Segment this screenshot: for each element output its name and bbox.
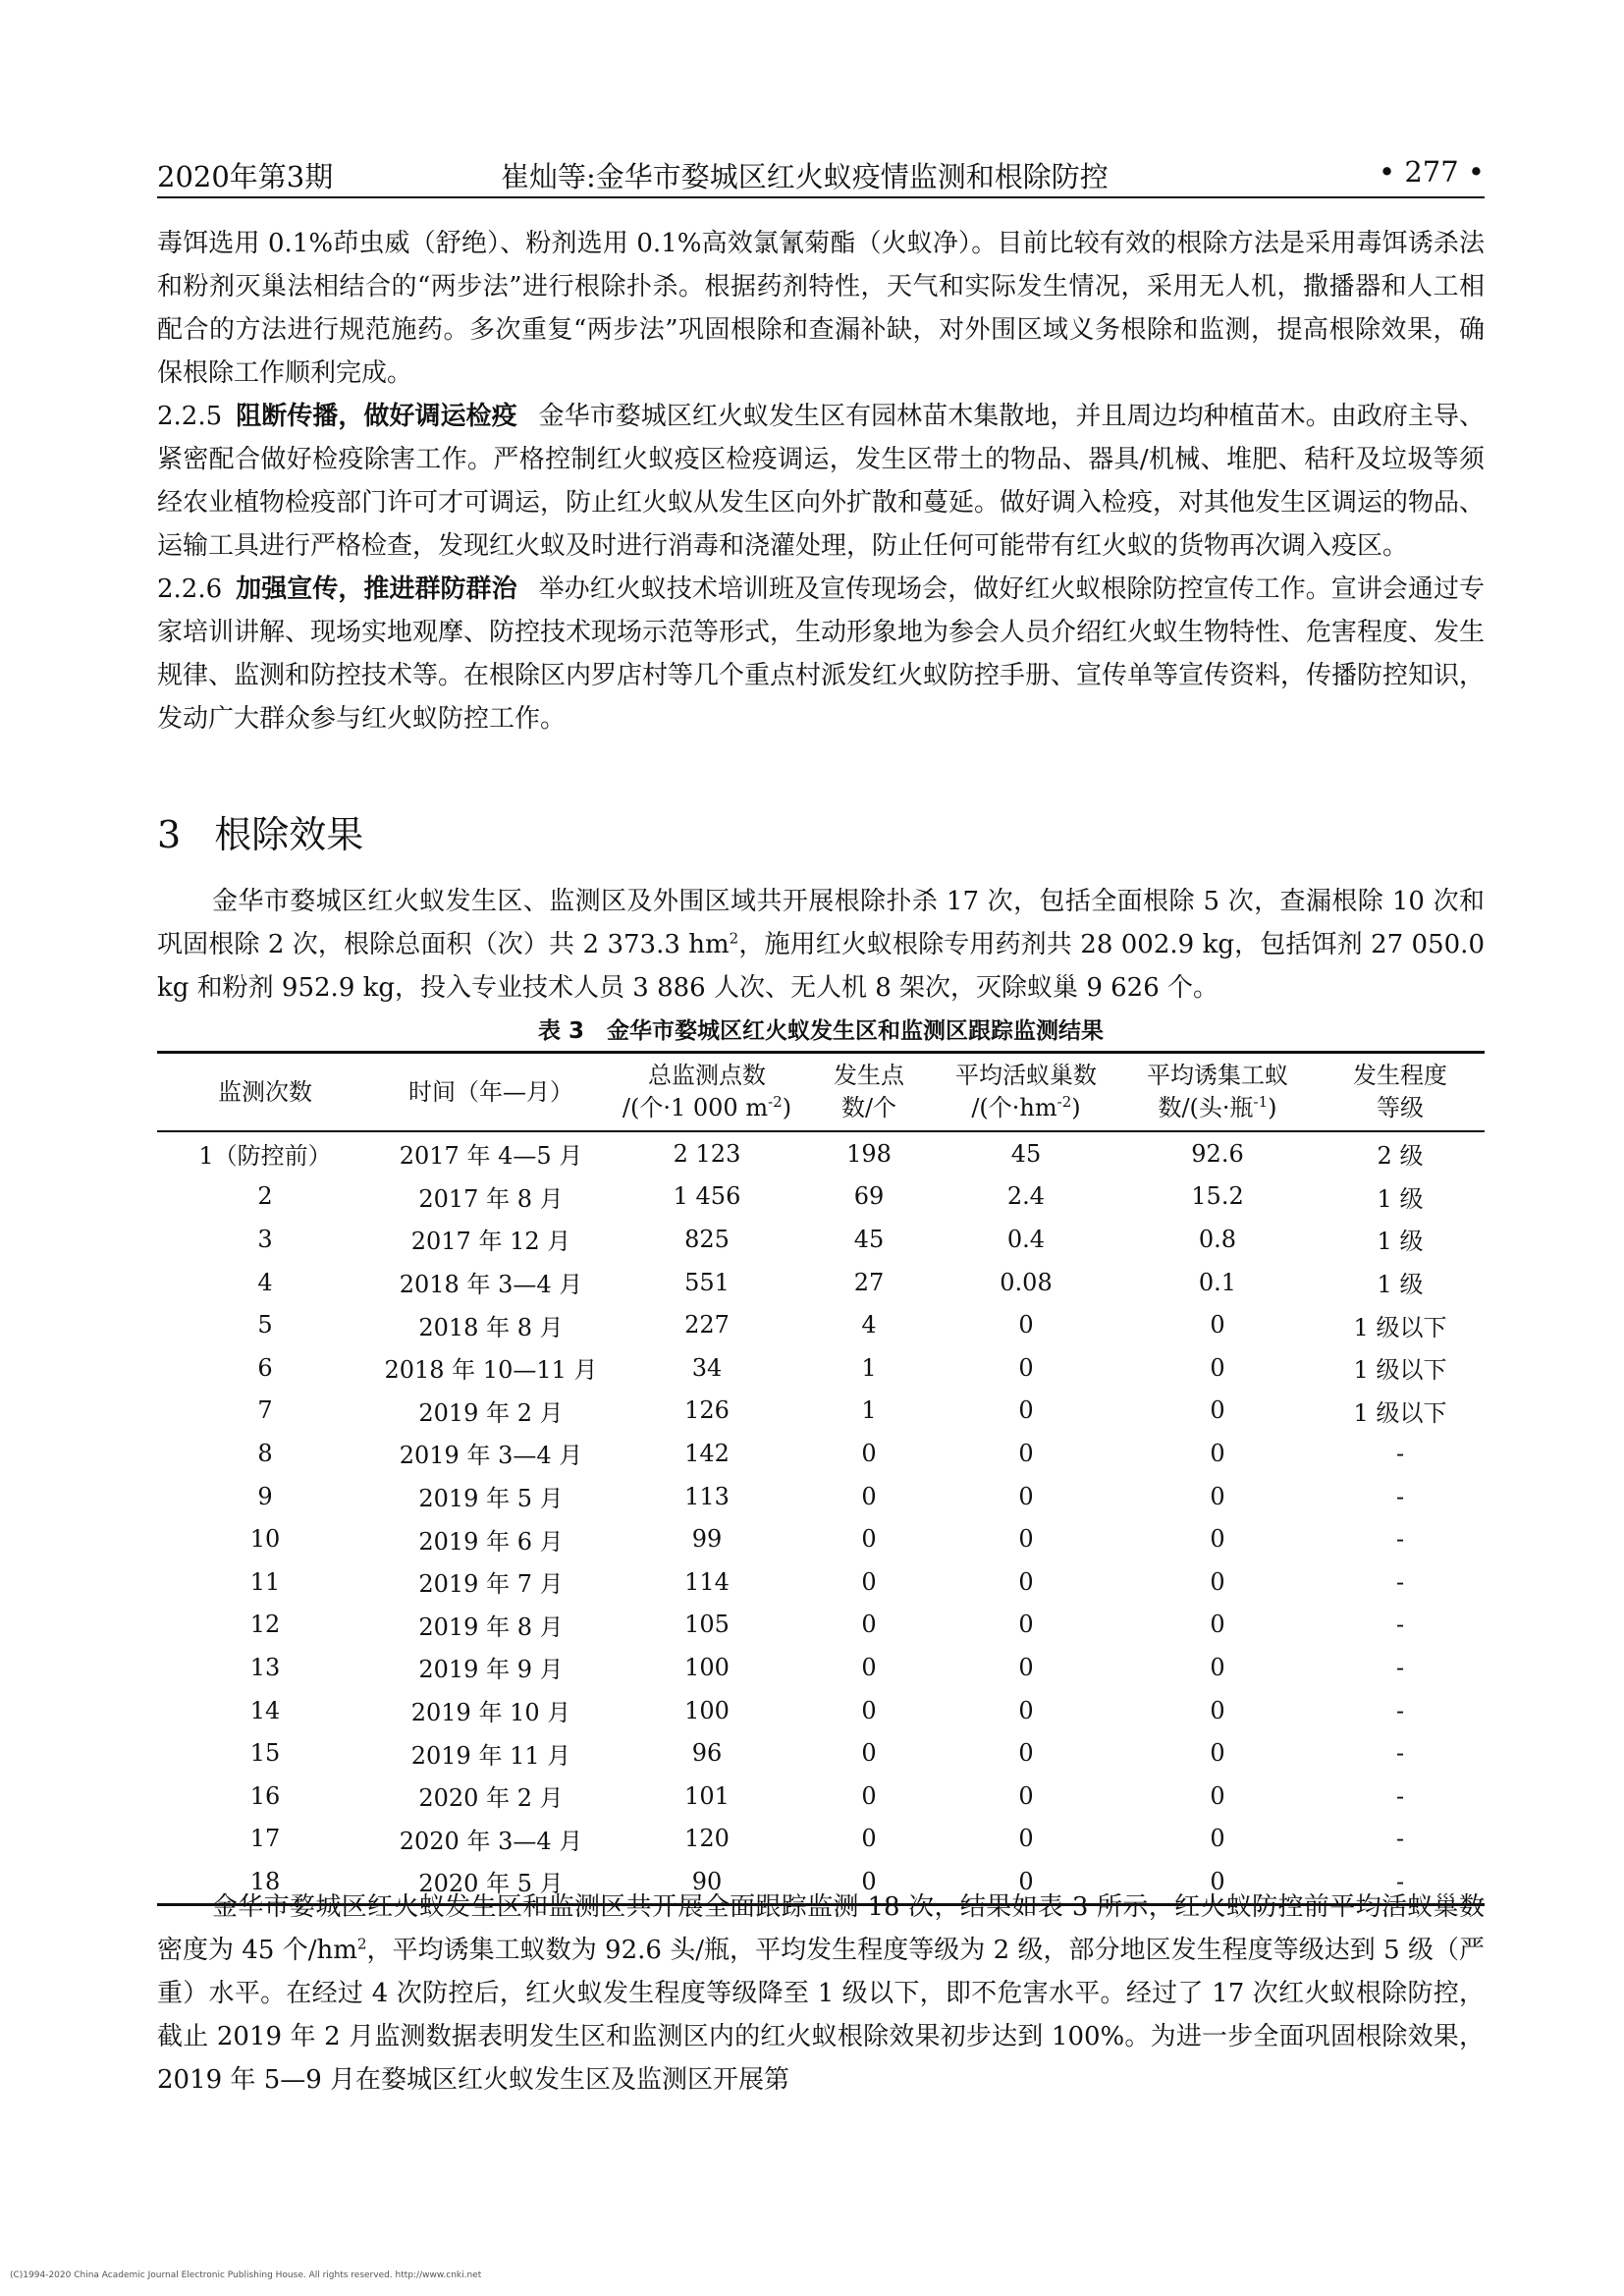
table-cell: - [1395, 1525, 1405, 1554]
table-cell: 27 [853, 1268, 885, 1296]
table-cell: 0 [1018, 1696, 1034, 1724]
table-row [157, 1346, 1485, 1390]
table-cell: - [1395, 1696, 1405, 1724]
table-cell: 126 [684, 1396, 730, 1425]
paragraph-monitoring: 金华市婺城区红火蚁发生区和监测区共开展全面跟踪监测 18 次，结果如表 3 所示，红火蚁防控前平均活蚁巢数密度为 45 个$/hm^2$，平均诱集工蚁数为 92.6 头/瓶，平均发生程度等级为 2 级，部分地区发生程度等级达到 5 级（严重）水平。在经过 4 次防控后，红火蚁发生程度等级降至 1 级以下，即不危害水平。经过了 17 次红火蚁根除防控，截止 2019 年 2 月监测数据表明发生区和监测区内的红火蚁根除效果初步达到 100%。为进一步全面巩固根除效果，2019 年 5—9 月在婺城区红火蚁发生区及监测区开展第 [157, 1892, 1485, 2095]
table-row [157, 1517, 1485, 1560]
table-cell: 2 [257, 1182, 273, 1211]
table-cell: 0 [861, 1439, 877, 1467]
table-cell: 0 [861, 1653, 877, 1681]
table-row [157, 1432, 1485, 1475]
table-cell: 0.8 [1198, 1225, 1237, 1253]
table-cell: 0 [861, 1567, 877, 1596]
table-cell: 2019 年 8 月 [418, 1613, 564, 1641]
table-cell: 114 [684, 1567, 730, 1596]
table-cell: - [1395, 1567, 1405, 1596]
table-cell: 0 [1018, 1525, 1034, 1554]
copyright-footer: (C)1994-2020 China Academic Journal Electronic Publishing House. All rights reserved. http://www.cnki.net [10, 2270, 482, 2280]
body-lower [157, 1886, 1485, 2102]
table-cell: 0 [1210, 1353, 1225, 1382]
table-row [157, 1604, 1485, 1647]
table-cell: 1 [861, 1396, 877, 1425]
table-cell: - [1395, 1611, 1405, 1639]
col-header-nest-density: 平均活蚁巢数 /(个$\cdot hm^{-2}$) [955, 1062, 1097, 1121]
table-cell: 2019 年 6 月 [418, 1527, 564, 1556]
table-cell: 0 [861, 1525, 877, 1554]
col-header-total-points: 总监测点数 /(个·1 000 $m^{-2}$) [622, 1062, 792, 1121]
table-cell: 0 [1210, 1567, 1225, 1596]
table-cell: 0 [1210, 1867, 1225, 1895]
table-cell: 10 [249, 1525, 281, 1554]
table-cell: 0 [861, 1696, 877, 1724]
table-cell: 7 [257, 1396, 273, 1425]
table-cell: 0 [1018, 1482, 1034, 1510]
paragraph-results: 金华市婺城区红火蚁发生区、监测区及外围区域共开展根除扑杀 17 次，包括全面根除 5 次，查漏根除 10 次和巩固根除 2 次，根除总面积（次）共 2 373.3 $hm^2$，施用红火蚁根除专用药剂共 28 002.9 kg，包括饵剂 27 050.0 kg 和粉剂 952.9 kg，投入专业技术人员 3 886 人次、无人机 8 架次，灭除蚁巢 9 626 个。 [157, 887, 1485, 1003]
table-cell: 96 [691, 1739, 723, 1768]
table-cell: 4 [861, 1311, 877, 1339]
table-row [157, 1175, 1485, 1219]
section-2-2-6 [157, 568, 1485, 740]
table-cell: 0 [1210, 1311, 1225, 1339]
table-cell: 113 [684, 1482, 730, 1510]
table-cell: 825 [684, 1225, 730, 1253]
col-header-occurrence-points: 发生点 数/个 [834, 1062, 904, 1121]
table-cell: 2019 年 5 月 [418, 1485, 564, 1513]
table-cell: - [1395, 1482, 1405, 1510]
table-cell: 1 级 [1377, 1271, 1424, 1299]
table-cell: 45 [1010, 1139, 1042, 1168]
monitoring-table [157, 1051, 1485, 1906]
table-body [157, 1131, 1485, 1904]
table-cell: - [1395, 1781, 1405, 1810]
section-number: 2.2.5 [157, 402, 223, 431]
table-cell: 0.4 [1006, 1225, 1046, 1253]
table-row [157, 1731, 1485, 1775]
table-cell: 0 [1210, 1825, 1225, 1853]
table-cell: 0 [861, 1825, 877, 1853]
table-cell: 0 [861, 1867, 877, 1895]
table-cell: 227 [684, 1311, 730, 1339]
table-cell: 0 [1018, 1611, 1034, 1639]
table-cell: 2020 年 5 月 [418, 1870, 564, 1898]
table-cell: - [1395, 1653, 1405, 1681]
table-cell: 0 [1018, 1825, 1034, 1853]
table-cell: 0.08 [1000, 1268, 1053, 1296]
table-cell: 0 [1018, 1739, 1034, 1768]
table-cell: 1 [861, 1353, 877, 1382]
table-cell: 1 级以下 [1353, 1356, 1447, 1385]
col-header-severity: 发生程度 等级 [1353, 1062, 1447, 1121]
table-cell: 0 [1018, 1653, 1034, 1681]
table-header-row [157, 1053, 1485, 1132]
table-cell: 0 [1210, 1611, 1225, 1639]
table-row [157, 1689, 1485, 1732]
table-cell: 18 [249, 1867, 281, 1895]
table-cell: 101 [684, 1781, 730, 1810]
table-cell: 120 [684, 1825, 730, 1853]
table-cell: 0 [1210, 1482, 1225, 1510]
table-caption: 表 3 金华市婺城区红火蚁发生区和监测区跟踪监测结果 [537, 1018, 1104, 1044]
table-cell: 12 [249, 1611, 281, 1639]
table-cell: 2020 年 2 月 [418, 1784, 564, 1813]
table-cell: 13 [249, 1653, 281, 1681]
table-cell: 2019 年 2 月 [418, 1398, 564, 1427]
table-cell: 2019 年 10 月 [410, 1699, 571, 1727]
table-cell: 90 [691, 1867, 723, 1895]
table-cell: 2017 年 8 月 [418, 1184, 564, 1213]
body-results [157, 880, 1485, 1010]
table-row [157, 1131, 1485, 1175]
table-cell: 0 [1210, 1781, 1225, 1810]
running-header [157, 147, 1485, 198]
body-upper [157, 222, 1485, 740]
table-cell: 9 [257, 1482, 273, 1510]
table-row [157, 1560, 1485, 1604]
running-title: 崔灿等:金华市婺城区红火蚁疫情监测和根除防控 [501, 160, 1109, 193]
table-row [157, 1775, 1485, 1818]
table-cell: 17 [249, 1825, 281, 1853]
table-cell: 99 [691, 1525, 723, 1554]
table-cell: 0 [1210, 1396, 1225, 1425]
table-cell: 0 [1210, 1525, 1225, 1554]
table-cell: 14 [249, 1696, 281, 1724]
table-row [157, 1818, 1485, 1861]
col-header-trap-workers: 平均诱集工蚁 数/(头·瓶$^{-1}$) [1147, 1062, 1288, 1121]
table-cell: 1 级以下 [1353, 1398, 1447, 1427]
table-cell: 2018 年 10—11 月 [384, 1356, 598, 1385]
table-cell: 15 [249, 1739, 281, 1768]
table-cell: 0 [861, 1739, 877, 1768]
table-cell: 0 [861, 1781, 877, 1810]
section-number: 2.2.6 [157, 574, 223, 604]
heading-number: 3 [157, 813, 182, 856]
page-number: • 277 • [1379, 155, 1485, 189]
table-cell: 2019 年 9 月 [418, 1656, 564, 1684]
table-cell: 551 [684, 1268, 730, 1296]
table-cell: 16 [249, 1781, 281, 1810]
table-cell: 0 [1018, 1311, 1034, 1339]
table-cell: 0 [1210, 1696, 1225, 1724]
table-cell: 34 [691, 1353, 723, 1382]
table-cell: 0 [1018, 1567, 1034, 1596]
issue-label: 2020年第3期 [157, 160, 334, 193]
table-cell: 2 级 [1377, 1142, 1424, 1171]
table-cell: - [1395, 1739, 1405, 1768]
table-cell: 0 [1210, 1439, 1225, 1467]
table-cell: 2018 年 8 月 [418, 1313, 564, 1341]
table-cell: 0 [1018, 1439, 1034, 1467]
table-row [157, 1261, 1485, 1304]
heading-title: 根除效果 [214, 813, 364, 856]
table-cell: 11 [249, 1567, 281, 1596]
table-cell: 100 [684, 1653, 730, 1681]
table-cell: 0 [1210, 1739, 1225, 1768]
table-cell: 8 [257, 1439, 273, 1467]
table-cell: 1 456 [673, 1182, 741, 1211]
table-row [157, 1218, 1485, 1261]
table-cell: 6 [257, 1353, 273, 1382]
table-cell: 198 [846, 1139, 892, 1168]
table-cell: 2.4 [1006, 1182, 1046, 1211]
table-cell: - [1395, 1825, 1405, 1853]
table-row [157, 1475, 1485, 1518]
table-cell: 0 [1018, 1396, 1034, 1425]
table-cell: 2017 年 12 月 [410, 1228, 571, 1256]
table-row [157, 1303, 1485, 1346]
table-cell: 2019 年 7 月 [418, 1570, 564, 1599]
section-title: 阻断传播，做好调运检疫 [236, 402, 517, 431]
table-cell: 1 级 [1377, 1228, 1424, 1256]
table-cell: 0 [861, 1482, 877, 1510]
table-cell: 0 [1018, 1353, 1034, 1382]
table-cell: 2019 年 11 月 [410, 1741, 571, 1770]
table-row [157, 1646, 1485, 1689]
table-cell: 1（防控前） [198, 1142, 332, 1171]
table-cell: 4 [257, 1268, 273, 1296]
table-cell: 0 [861, 1611, 877, 1639]
table-cell: 2017 年 4—5 月 [399, 1142, 583, 1171]
table-cell: 2019 年 3—4 月 [399, 1442, 583, 1470]
table-cell: 2020 年 3—4 月 [399, 1827, 583, 1855]
table-cell: 92.6 [1191, 1139, 1244, 1168]
table-cell: 2 123 [673, 1139, 741, 1168]
section-2-2-5 [157, 395, 1485, 568]
table-cell: 15.2 [1191, 1182, 1244, 1211]
section-title: 加强宣传，推进群防群治 [236, 574, 517, 604]
table-cell: 0 [1018, 1781, 1034, 1810]
section-text: 金华市婺城区红火蚁发生区有园林苗木集散地，并且周边均种植苗木。由政府主导、紧密配合做好检疫除害工作。严格控制红火蚁疫区检疫调运，发生区带土的物品、器具/机械、堆肥、秸秆及垃圾等须经农业植物检疫部门许可才可调运，防止红火蚁从发生区向外扩散和蔓延。做好调入检疫，对其他发生区调运的物品、运输工具进行严格检查，发现红火蚁及时进行消毒和浇灌处理，防止任何可能带有红火蚁的货物再次调入疫区。 [157, 402, 1486, 561]
table-cell: 100 [684, 1696, 730, 1724]
table-cell: 3 [257, 1225, 273, 1253]
section-heading-3 [157, 807, 363, 862]
table-cell: 45 [853, 1225, 885, 1253]
col-header-count: 监测次数 [218, 1077, 312, 1106]
table-cell: 5 [257, 1311, 273, 1339]
table-cell: 0 [1210, 1653, 1225, 1681]
section-text: 举办红火蚁技术培训班及宣传现场会，做好红火蚁根除防控宣传工作。宣讲会通过专家培训讲解、现场实地观摩、防控技术现场示范等形式，生动形象地为参会人员介绍红火蚁生物特性、危害程度、发生规律、监测和防控技术等。在根除区内罗店村等几个重点村派发红火蚁防控手册、宣传单等宣传资料，传播防控知识，发动广大群众参与红火蚁防控工作。 [157, 574, 1486, 734]
table-cell: 142 [684, 1439, 730, 1467]
table-row [157, 1390, 1485, 1433]
table-cell: 0.1 [1198, 1268, 1237, 1296]
table-cell: 1 级以下 [1353, 1313, 1447, 1341]
table-cell: - [1395, 1439, 1405, 1467]
paragraph-methods: 毒饵选用 0.1%茚虫威（舒绝）、粉剂选用 0.1%高效氯氰菊酯（火蚁净）。目前比较有效的根除方法是采用毒饵诱杀法和粉剂灭巢法相结合的“两步法”进行根除扑杀。根据药剂特性，天气和实际发生情况，采用无人机，撒播器和人工相配合的方法进行规范施药。多次重复“两步法”巩固根除和查漏补缺，对外围区域义务根除和监测，提高根除效果，确保根除工作顺利完成。 [157, 229, 1485, 388]
table-cell: 69 [853, 1182, 885, 1211]
table-cell: 0 [1018, 1867, 1034, 1895]
table-cell: 105 [684, 1611, 730, 1639]
col-header-time: 时间（年—月） [408, 1077, 573, 1106]
table-cell: 2018 年 3—4 月 [399, 1271, 583, 1299]
table-cell: - [1395, 1867, 1405, 1895]
table-cell: 1 级 [1377, 1184, 1424, 1213]
